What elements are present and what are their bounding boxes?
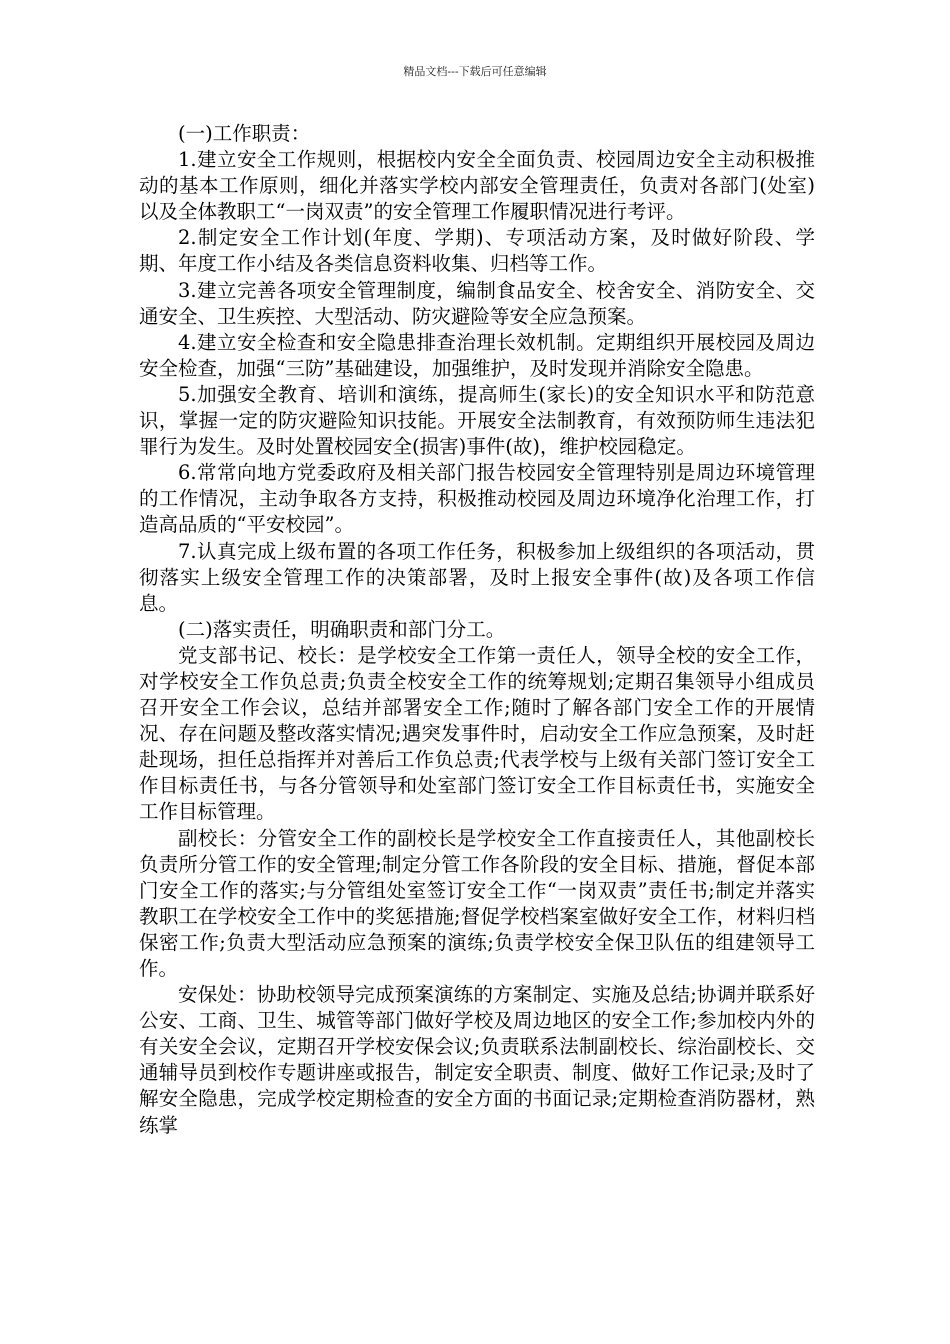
section-heading-responsibilities: (二)落实责任，明确职责和部门分工。 <box>178 617 506 641</box>
section-heading-duties: (一)工作职责： <box>178 122 311 145</box>
paragraph: 3.建立完善各项安全管理制度，编制食品安全、校舍安全、消防安全、交通安全、卫生疾控、大型活动、防灾避险等安全应急预案。 <box>139 278 815 328</box>
paragraph: 5.加强安全教育、培训和演练，提高师生(家长)的安全知识水平和防范意识，掌握一定的防灾避险知识技能。开展安全法制教育，有效预防师生违法犯罪行为发生。及时处置校园安全(损害)事件(故)，维护校园稳定。 <box>139 382 815 459</box>
paragraph: 1.建立安全工作规则，根据校内安全全面负责、校园周边安全主动积极推动的基本工作原则，细化并落实学校内部安全管理责任，负责对各部门(处室)以及全体教职工“一岗双责”的安全管理工作履职情况进行考评。 <box>139 148 815 224</box>
paragraph: 4.建立安全检查和安全隐患排查治理长效机制。定期组织开展校园及周边安全检查，加强“三防”基础建设，加强维护，及时发现并消除安全隐患。 <box>139 330 815 380</box>
paragraph-vice-principal: 副校长：分管安全工作的副校长是学校安全工作直接责任人，其他副校长负责所分管工作的安全管理;制定分管工作各阶段的安全目标、措施，督促本部门安全工作的落实;与分管组处室签订安全工作“一岗双责”责任书;制定并落实教职工在学校安全工作中的奖惩措施;督促学校档案室做好安全工作，材料归档保密工作;负责大型活动应急预案的演练;负责学校安全保卫队伍的组建领导工作。 <box>139 826 815 980</box>
paragraph: 6.常常向地方党委政府及相关部门报告校园安全管理特别是周边环境管理的工作情况，主动争取各方支持，积极推动校园及周边环境净化治理工作，打造高品质的“平安校园”。 <box>139 461 815 537</box>
paragraph-principal: 党支部书记、校长：是学校安全工作第一责任人，领导全校的安全工作，对学校安全工作负总责;负责全校安全工作的统筹规划;定期召集领导小组成员召开安全工作会议，总结并部署安全工作;随时了解各部门安全工作的开展情况、存在问题及整改落实情况;遇突发事件时，启动安全工作应急预案，及时赶赴现场，担任总指挥并对善后工作负总责;代表学校与上级有关部门签订安全工作目标责任书，与各分管领导和处室部门签订安全工作目标责任书，实施安全工作目标管理。 <box>139 643 815 824</box>
document-body <box>139 121 815 1139</box>
paragraph: 7.认真完成上级布置的各项工作任务，积极参加上级组织的各项活动，贯彻落实上级安全管理工作的决策部署，及时上报安全事件(故)及各项工作信息。 <box>139 539 815 615</box>
paragraph: 2.制定安全工作计划(年度、学期)、专项活动方案，及时做好阶段、学期、年度工作小结及各类信息资料收集、归档等工作。 <box>139 226 815 276</box>
paragraph-security-office: 安保处：协助校领导完成预案演练的方案制定、实施及总结;协调并联系好公安、工商、卫生、城管等部门做好学校及周边地区的安全工作;参加校内外的有关安全会议，定期召开学校安保会议;负责联系法制副校长、综治副校长、交通辅导员到校作专题讲座或报告，制定安全职责、制度、做好工作记录;及时了解安全隐患，完成学校定期检查的安全方面的书面记录;定期检查消防器材，熟练掌 <box>139 983 815 1137</box>
page-header: 精品文档---下载后可任意编辑 <box>403 65 547 78</box>
